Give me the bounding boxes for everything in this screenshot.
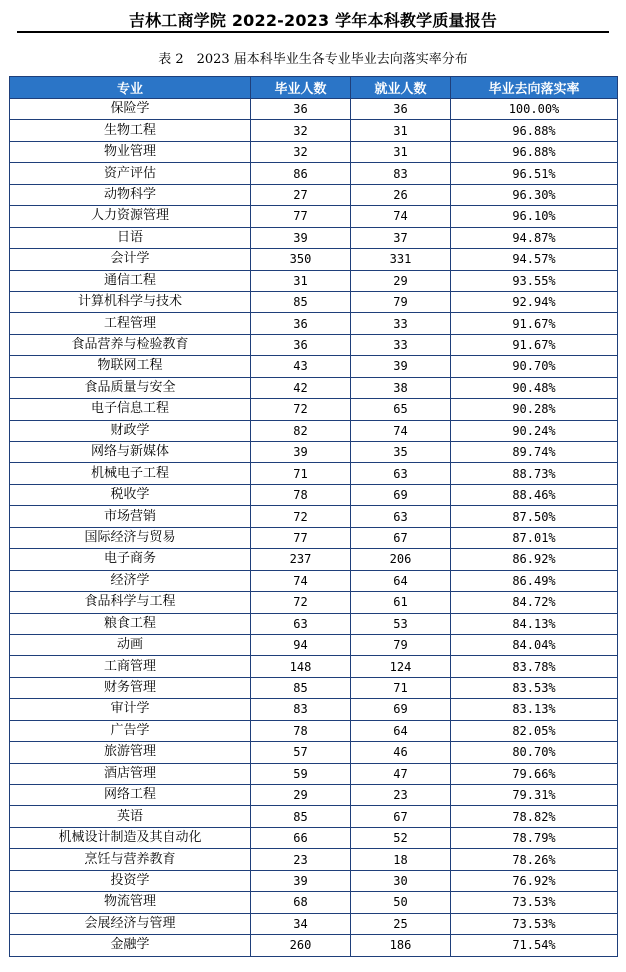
employed-cell: 35: [351, 442, 451, 463]
graduates-cell: 94: [251, 634, 351, 655]
table-row: [10, 849, 618, 870]
employed-cell: 186: [351, 935, 451, 956]
placement-rate-cell: 94.57%: [451, 249, 618, 270]
employed-cell: 206: [351, 549, 451, 570]
major-cell: 税收学: [10, 484, 251, 505]
placement-rate-cell: 73.53%: [451, 892, 618, 913]
placement-rate-cell: 83.13%: [451, 699, 618, 720]
graduates-cell: 78: [251, 720, 351, 741]
placement-rate-cell: 86.49%: [451, 570, 618, 591]
employed-cell: 52: [351, 827, 451, 848]
placement-rate-cell: 87.50%: [451, 506, 618, 527]
table-row: [10, 377, 618, 398]
placement-rate-cell: 78.26%: [451, 849, 618, 870]
table-row: [10, 141, 618, 162]
major-cell: 物联网工程: [10, 356, 251, 377]
table-row: [10, 420, 618, 441]
major-cell: 电子信息工程: [10, 399, 251, 420]
employed-cell: 50: [351, 892, 451, 913]
major-cell: 动物科学: [10, 184, 251, 205]
graduates-cell: 83: [251, 699, 351, 720]
table-row: [10, 313, 618, 334]
placement-rate-cell: 76.92%: [451, 870, 618, 891]
major-cell: 旅游管理: [10, 742, 251, 763]
table-row: [10, 120, 618, 141]
graduates-cell: 350: [251, 249, 351, 270]
graduates-cell: 77: [251, 527, 351, 548]
placement-rate-cell: 83.53%: [451, 677, 618, 698]
table-row: [10, 356, 618, 377]
major-cell: 通信工程: [10, 270, 251, 291]
table-row: [10, 463, 618, 484]
table-row: [10, 484, 618, 505]
placement-rate-cell: 96.51%: [451, 163, 618, 184]
placement-rate-cell: 94.87%: [451, 227, 618, 248]
employed-cell: 33: [351, 334, 451, 355]
graduates-cell: 42: [251, 377, 351, 398]
employed-cell: 83: [351, 163, 451, 184]
table-row: [10, 935, 618, 956]
major-cell: 审计学: [10, 699, 251, 720]
table-row: [10, 184, 618, 205]
graduates-cell: 77: [251, 206, 351, 227]
placement-rate-cell: 96.10%: [451, 206, 618, 227]
graduates-cell: 71: [251, 463, 351, 484]
graduates-cell: 57: [251, 742, 351, 763]
placement-rate-cell: 90.28%: [451, 399, 618, 420]
placement-rate-cell: 93.55%: [451, 270, 618, 291]
major-cell: 电子商务: [10, 549, 251, 570]
major-cell: 财政学: [10, 420, 251, 441]
major-cell: 工商管理: [10, 656, 251, 677]
major-cell: 动画: [10, 634, 251, 655]
employed-cell: 69: [351, 484, 451, 505]
table-row: [10, 785, 618, 806]
employed-cell: 38: [351, 377, 451, 398]
graduates-cell: 39: [251, 870, 351, 891]
placement-rate-cell: 84.72%: [451, 592, 618, 613]
placement-rate-cell: 80.70%: [451, 742, 618, 763]
employed-cell: 61: [351, 592, 451, 613]
employed-cell: 69: [351, 699, 451, 720]
employed-cell: 65: [351, 399, 451, 420]
employed-cell: 63: [351, 463, 451, 484]
table-row: [10, 527, 618, 548]
employed-cell: 124: [351, 656, 451, 677]
major-cell: 机械设计制造及其自动化: [10, 827, 251, 848]
employed-cell: 25: [351, 913, 451, 934]
major-cell: 会展经济与管理: [10, 913, 251, 934]
table-row: [10, 592, 618, 613]
header-rule: [17, 31, 609, 33]
graduates-cell: 82: [251, 420, 351, 441]
table-row: [10, 163, 618, 184]
table-row: [10, 677, 618, 698]
graduates-cell: 78: [251, 484, 351, 505]
table-header-row: [10, 77, 618, 99]
employed-cell: 47: [351, 763, 451, 784]
employed-cell: 79: [351, 634, 451, 655]
placement-rate-cell: 91.67%: [451, 313, 618, 334]
graduates-cell: 34: [251, 913, 351, 934]
graduates-cell: 43: [251, 356, 351, 377]
graduates-cell: 39: [251, 442, 351, 463]
employed-cell: 74: [351, 206, 451, 227]
placement-rate-cell: 87.01%: [451, 527, 618, 548]
table-row: [10, 442, 618, 463]
employed-cell: 67: [351, 527, 451, 548]
major-cell: 经济学: [10, 570, 251, 591]
column-header-employed: 就业人数: [351, 77, 451, 99]
graduates-cell: 72: [251, 399, 351, 420]
graduates-cell: 31: [251, 270, 351, 291]
table-row: [10, 206, 618, 227]
major-cell: 保险学: [10, 99, 251, 120]
major-cell: 食品质量与安全: [10, 377, 251, 398]
table-row: [10, 506, 618, 527]
major-cell: 国际经济与贸易: [10, 527, 251, 548]
report-header: [0, 0, 626, 33]
table-body: [10, 99, 618, 957]
major-cell: 英语: [10, 806, 251, 827]
table-row: [10, 270, 618, 291]
table-row: [10, 763, 618, 784]
employed-cell: 29: [351, 270, 451, 291]
placement-rate-cell: 88.73%: [451, 463, 618, 484]
table-row: [10, 870, 618, 891]
employed-cell: 74: [351, 420, 451, 441]
employed-cell: 36: [351, 99, 451, 120]
employed-cell: 37: [351, 227, 451, 248]
column-header-placement-rate: 毕业去向落实率: [451, 77, 618, 99]
major-cell: 市场营销: [10, 506, 251, 527]
table-row: [10, 699, 618, 720]
graduates-cell: 32: [251, 141, 351, 162]
graduates-cell: 36: [251, 313, 351, 334]
graduates-cell: 86: [251, 163, 351, 184]
placement-rate-cell: 79.66%: [451, 763, 618, 784]
placement-rate-cell: 71.54%: [451, 935, 618, 956]
major-cell: 资产评估: [10, 163, 251, 184]
major-cell: 食品营养与检验教育: [10, 334, 251, 355]
table-caption: 表 2 2023 届本科毕业生各专业毕业去向落实率分布: [158, 52, 468, 67]
table-row: [10, 613, 618, 634]
employed-cell: 46: [351, 742, 451, 763]
table-row: [10, 227, 618, 248]
graduates-cell: 237: [251, 549, 351, 570]
placement-rate-cell: 90.48%: [451, 377, 618, 398]
table-row: [10, 99, 618, 120]
table-row: [10, 656, 618, 677]
graduates-cell: 39: [251, 227, 351, 248]
table-row: [10, 827, 618, 848]
employed-cell: 26: [351, 184, 451, 205]
placement-rate-cell: 96.88%: [451, 141, 618, 162]
major-cell: 酒店管理: [10, 763, 251, 784]
employed-cell: 31: [351, 141, 451, 162]
table-row: [10, 913, 618, 934]
table-row: [10, 291, 618, 312]
major-cell: 食品科学与工程: [10, 592, 251, 613]
employed-cell: 53: [351, 613, 451, 634]
table-row: [10, 634, 618, 655]
major-cell: 机械电子工程: [10, 463, 251, 484]
employed-cell: 39: [351, 356, 451, 377]
placement-rate-cell: 84.04%: [451, 634, 618, 655]
placement-rate-cell: 73.53%: [451, 913, 618, 934]
major-cell: 网络与新媒体: [10, 442, 251, 463]
major-cell: 生物工程: [10, 120, 251, 141]
employed-cell: 30: [351, 870, 451, 891]
major-cell: 网络工程: [10, 785, 251, 806]
graduates-cell: 72: [251, 592, 351, 613]
placement-rate-cell: 96.30%: [451, 184, 618, 205]
employed-cell: 64: [351, 720, 451, 741]
graduates-cell: 260: [251, 935, 351, 956]
placement-rate-cell: 96.88%: [451, 120, 618, 141]
placement-rate-cell: 82.05%: [451, 720, 618, 741]
employed-cell: 31: [351, 120, 451, 141]
table-row: [10, 399, 618, 420]
report-title: 吉林工商学院 2022-2023 学年本科教学质量报告: [128, 11, 498, 30]
major-cell: 人力资源管理: [10, 206, 251, 227]
major-cell: 投资学: [10, 870, 251, 891]
table-row: [10, 806, 618, 827]
major-cell: 广告学: [10, 720, 251, 741]
major-cell: 物流管理: [10, 892, 251, 913]
graduates-cell: 29: [251, 785, 351, 806]
graduates-cell: 85: [251, 806, 351, 827]
graduates-cell: 32: [251, 120, 351, 141]
graduates-cell: 68: [251, 892, 351, 913]
placement-rate-cell: 91.67%: [451, 334, 618, 355]
graduates-cell: 63: [251, 613, 351, 634]
graduates-cell: 85: [251, 677, 351, 698]
placement-rate-cell: 92.94%: [451, 291, 618, 312]
employed-cell: 71: [351, 677, 451, 698]
placement-rate-cell: 100.00%: [451, 99, 618, 120]
table-row: [10, 892, 618, 913]
graduates-cell: 74: [251, 570, 351, 591]
major-cell: 物业管理: [10, 141, 251, 162]
column-header-graduates: 毕业人数: [251, 77, 351, 99]
table-row: [10, 742, 618, 763]
graduates-cell: 36: [251, 99, 351, 120]
table-row: [10, 549, 618, 570]
placement-rate-cell: 78.79%: [451, 827, 618, 848]
employment-rate-table: [9, 76, 618, 957]
placement-rate-cell: 89.74%: [451, 442, 618, 463]
employed-cell: 79: [351, 291, 451, 312]
employed-cell: 67: [351, 806, 451, 827]
placement-rate-cell: 90.24%: [451, 420, 618, 441]
employed-cell: 64: [351, 570, 451, 591]
table-row: [10, 334, 618, 355]
placement-rate-cell: 83.78%: [451, 656, 618, 677]
graduates-cell: 36: [251, 334, 351, 355]
major-cell: 工程管理: [10, 313, 251, 334]
table-row: [10, 720, 618, 741]
major-cell: 金融学: [10, 935, 251, 956]
major-cell: 烹饪与营养教育: [10, 849, 251, 870]
employed-cell: 331: [351, 249, 451, 270]
graduates-cell: 85: [251, 291, 351, 312]
graduates-cell: 23: [251, 849, 351, 870]
employed-cell: 23: [351, 785, 451, 806]
major-cell: 财务管理: [10, 677, 251, 698]
major-cell: 会计学: [10, 249, 251, 270]
table-row: [10, 249, 618, 270]
major-cell: 粮食工程: [10, 613, 251, 634]
graduates-cell: 148: [251, 656, 351, 677]
employed-cell: 63: [351, 506, 451, 527]
placement-rate-cell: 78.82%: [451, 806, 618, 827]
major-cell: 日语: [10, 227, 251, 248]
table-row: [10, 570, 618, 591]
placement-rate-cell: 84.13%: [451, 613, 618, 634]
graduates-cell: 66: [251, 827, 351, 848]
placement-rate-cell: 86.92%: [451, 549, 618, 570]
placement-rate-cell: 88.46%: [451, 484, 618, 505]
graduates-cell: 59: [251, 763, 351, 784]
graduates-cell: 72: [251, 506, 351, 527]
placement-rate-cell: 79.31%: [451, 785, 618, 806]
placement-rate-cell: 90.70%: [451, 356, 618, 377]
graduates-cell: 27: [251, 184, 351, 205]
major-cell: 计算机科学与技术: [10, 291, 251, 312]
column-header-major: 专业: [10, 77, 251, 99]
employed-cell: 18: [351, 849, 451, 870]
employed-cell: 33: [351, 313, 451, 334]
